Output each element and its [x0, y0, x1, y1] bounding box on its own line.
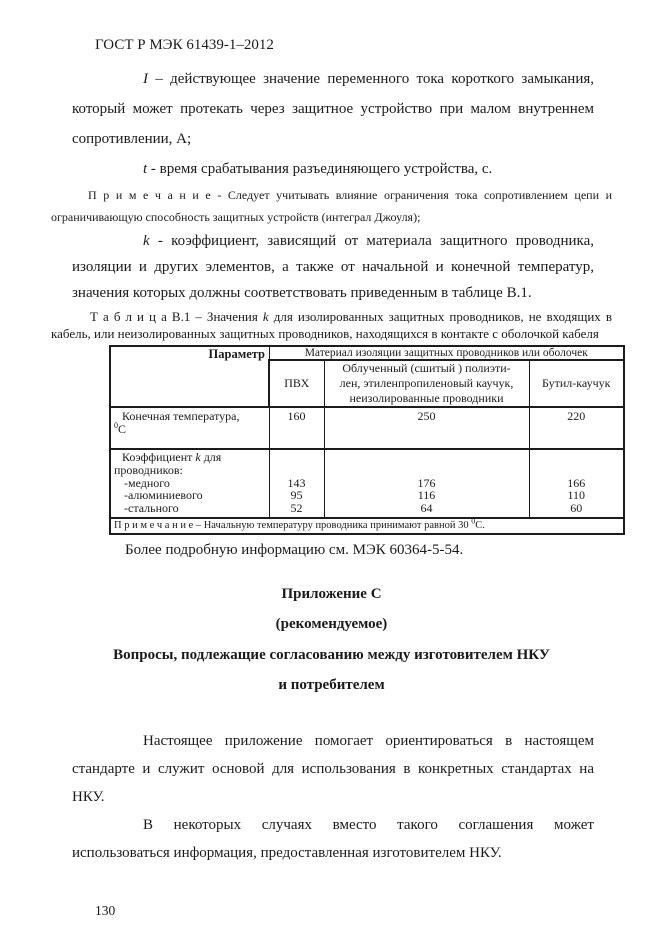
- material-header-cell: Материал изоляции защитных проводников или оболочек: [269, 346, 624, 360]
- col-header-xlpe: [324, 360, 529, 407]
- table-header-row-1: [110, 346, 624, 360]
- appendix-title: Приложение С: [281, 585, 382, 602]
- coefficient-pvc-values: [269, 449, 324, 518]
- final-temperature-unit: $^0$С: [114, 420, 127, 436]
- col-header-butyl: Бутил-каучук: [529, 360, 624, 407]
- aluminium-pvc-value: 95: [290, 488, 303, 503]
- conductor-steel-label: -стального: [124, 501, 179, 516]
- table-note-row: [110, 518, 624, 534]
- final-temp-pvc-value: 160: [269, 407, 324, 449]
- coefficient-label-line2: проводников:: [114, 462, 183, 477]
- conductor-aluminium-label: -алюминиевого: [124, 488, 203, 503]
- col-header-pvc: ПВХ: [269, 360, 324, 407]
- col-header-xlpe-line1: Облученный (сшитый ) полиэти-: [342, 361, 511, 375]
- standard-number-header: ГОСТ Р МЭК 61439-1–2012: [95, 37, 274, 53]
- term-k-paragraph: [72, 228, 594, 306]
- term-k-symbol: k: [143, 233, 150, 249]
- term-t-symbol: t: [143, 161, 148, 177]
- aluminium-butyl-value: 110: [567, 488, 586, 503]
- more-info-paragraph: Более подробную информацию см. МЭК 60364-5-54.: [125, 541, 464, 558]
- table-b1: [109, 345, 625, 535]
- term-t-paragraph: [72, 154, 594, 184]
- final-temperature-label: Конечная температура,: [122, 409, 240, 423]
- term-i-text: – действующее значение переменного тока короткого замыкания, который может протекать через защитное устройство при малом внутреннем сопротивлении, А;: [72, 71, 594, 147]
- param-header-cell: Параметр: [110, 346, 269, 407]
- page-content: [51, 36, 612, 867]
- page-number: 130: [95, 903, 116, 918]
- note-paragraph: П р и м е ч а н и е - Следует учитывать влияние ограничения тока сопротивлением цепи и ограничивающую способность защитных устройств (интеграл Джоуля);: [51, 188, 612, 224]
- col-header-xlpe-line2: лен, этиленпропиленовый каучук,: [339, 376, 514, 390]
- note-degree-sup: 0: [471, 516, 476, 526]
- coefficient-label-cell: [110, 449, 269, 518]
- steel-pvc-value: 52: [290, 501, 303, 516]
- appendix-kind: (рекомендуемое): [275, 616, 388, 633]
- appendix-heading-line1: Вопросы, подлежащие согласованию между изготовителем НКУ: [113, 646, 550, 663]
- coefficient-xlpe-values: [324, 449, 529, 518]
- appendix-body: [51, 727, 612, 867]
- caption-k-symbol: k: [262, 309, 269, 324]
- appendix-heading-line2: и потребителем: [278, 677, 385, 694]
- col-header-xlpe-line3: неизолированные проводники: [349, 391, 504, 405]
- final-temperature-label-cell: [110, 407, 269, 449]
- final-temperature-row: [110, 407, 624, 449]
- appendix-paragraph-2: В некоторых случаях вместо такого соглашения может использоваться информация, предоставленная изготовителем НКУ.: [72, 816, 594, 861]
- table-b1-caption: [51, 308, 612, 342]
- copper-pvc-value: 143: [287, 475, 306, 490]
- caption-suffix: для изолированных защитных проводников, не входящих в кабель, или неизолированных защитных проводников, находящихся в контакте с оболочкой кабеля: [51, 309, 613, 341]
- final-temp-butyl-value: 220: [529, 407, 624, 449]
- aluminium-xlpe-value: 116: [417, 488, 436, 503]
- term-i-symbol: I: [143, 71, 148, 87]
- coefficient-k-symbol: k: [195, 450, 201, 464]
- caption-prefix: Т а б л и ц а В.1 – Значения: [90, 309, 263, 324]
- copper-xlpe-value: 176: [417, 475, 436, 490]
- term-t-text: - время срабатывания разъединяющего устройства, с.: [147, 161, 493, 177]
- copper-butyl-value: 166: [567, 475, 586, 490]
- steel-xlpe-value: 64: [420, 501, 433, 516]
- final-temp-xlpe-value: 250: [324, 407, 529, 449]
- table-note-cell: П р и м е ч а н и е – Начальную температуру проводника принимают равной 30 $^0$С.: [110, 518, 624, 534]
- appendix-paragraph-1: Настоящее приложение помогает ориентироваться в настоящем стандарте и служит основой для использования в конкретных стандартах на НКУ.: [72, 732, 594, 805]
- term-i-paragraph: [72, 64, 594, 154]
- steel-butyl-value: 60: [570, 501, 583, 516]
- conductor-copper-label: -медного: [124, 475, 170, 490]
- term-k-text: - коэффициент, зависящий от материала защитного проводника, изоляции и других элементов, а также от начальной и конечной температур, значения которых должны соответствовать приведенным в таблице В.1.: [72, 233, 594, 301]
- appendix-c-headings: [51, 579, 612, 701]
- coefficient-label-line1: Коэффициент k для: [122, 450, 222, 464]
- coefficient-butyl-values: [529, 449, 624, 518]
- coefficient-row: [110, 449, 624, 518]
- degree-sup: 0: [114, 420, 118, 430]
